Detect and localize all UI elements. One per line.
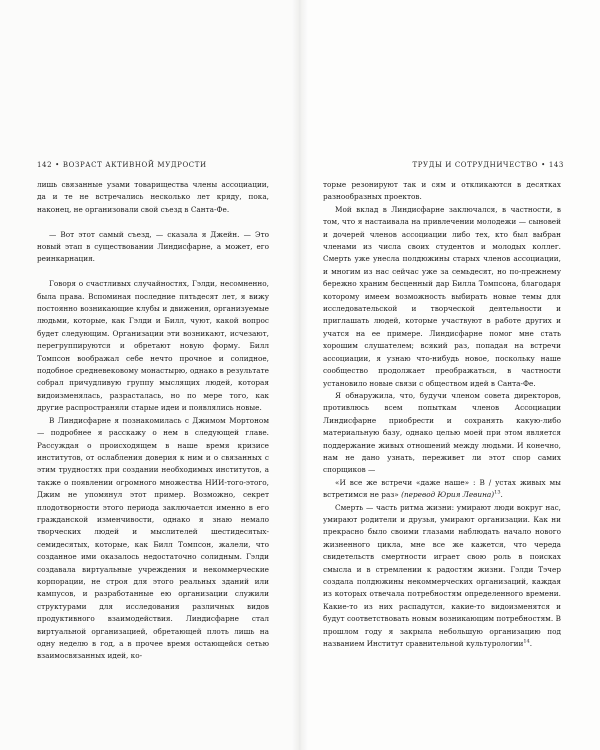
left-book-title: ВОЗРАСТ АКТИВНОЙ МУДРОСТИ <box>62 161 207 169</box>
paragraph: Говоря о счастливых случайностях, Гэлди, несомненно, была права. Вспоминая последние пятьдесят лет, я вижу постоянно возникающие клубы и движения, организуемые людьми, которые, как Гэлди и Билл, чуют, какой вопрос будет следующим. Организации эти возникают, исчезают, перегруппируются и обретают новую форму. Билл Томпсон воображал себе нечто прочное и солидное, подобное средневековому монастырю, однако в результате собрал причудливую группу мыслящих людей, которая видоизменялась, разрасталась, но по мере того, как другие распространяли старые идеи и появлялись новые. <box>37 279 269 413</box>
quote-text: «И все же встречи «даже наше» : В / устах живых мы встретимся не раз» <box>323 477 561 500</box>
paragraph: торые резонируют так и сям и откликаются в десятках разнообразных проектов. <box>323 180 561 202</box>
right-chapter-title: ТРУДЫ И СОТРУДНИЧЕСТВО <box>412 161 539 169</box>
right-running-head <box>412 161 564 169</box>
running-head-separator: • <box>541 161 546 169</box>
footnote-marker: 13 <box>494 489 501 496</box>
right-page-number: 143 <box>548 161 564 169</box>
left-running-head <box>37 161 207 169</box>
paragraph: В Линдисфарне я познакомилась с Джимом Мортоном — подробнее я расскажу о нем в следующей главе. Рассуждая о происходящем в наше время кризисе институтов, от ослабления доверия к ним и о связанных с этим трудностях при создании необходимых институтов, а также о появлении огромного множества НИИ-того-этого, Джим не упомянул этот пример. Возможно, секрет плодотворности этого периода заключается именно в его гражданской изменчивости, однако я знаю немало творческих людей и мыслителей шестидесятых-семидесятых, которые, как Билл Томпсон, жалели, что созданное ими оказалось недостаточно солидным. Гэлди создавала виртуальные учреждения и некоммерческие корпорации, не строя для этого реальных зданий или кампусов, и разработанные ею организации служили структурами для исследования различных видов продуктивного взаимодействия. Линдисфарне стал виртуальной организацией, обретающей плоть лишь на одну неделю в год, а в прочее время остающейся сетью взаимосвязанных идей, ко- <box>37 415 269 661</box>
left-body-text <box>37 179 269 663</box>
right-page <box>300 0 600 750</box>
running-head-separator: • <box>55 161 60 169</box>
paragraph: лишь связанные узами товарищества члены ассоциации, да и те не встречались несколько лет кряду, пока, наконец, не организовали свой съезд в Санта-Фе. <box>37 180 269 214</box>
paragraph: Смерть — часть ритма жизни: умирают люди вокруг нас, умирают родители и друзья, умирают организации. Как ни прекрасно было своими глазами наблюдать начало нового жизненного цикла, мне все же кажется, что череда свидетельств смертности играет свою роль в поисках смысла и в стремлении к радостям жизни. Гэлди Тэчер создала полдюжины некоммерческих организаций, каждая из которых отвечала потребностям определенного времени. Какие-то из них распадутся, какие-то видоизменятся и будут соответствовать новым возникающим потребностям. В прошлом году я закрыла небольшую организацию под названием Институт сравнительной культурологии$^{14}$. <box>323 502 561 649</box>
dialogue-paragraph: — Вот этот самый съезд, — сказала я Джейн. — Это новый этап в существовании Линдисфарне, а может, его реинкарнация. <box>37 229 269 264</box>
footnote-marker: 14 <box>523 638 530 645</box>
paragraph: Мой вклад в Линдисфарне заключался, в частности, в том, что я настаивала на привлечении молодежи — сыновей и дочерей членов ассоциации либо тех, кто был выбран членами из числа своих студентов и молодых коллег. Смерть уже унесла полдюжины старых членов ассоциации, и многим из нас сейчас уже за семьдесят, но по-прежнему бережно храним бесценный дар Билла Томпсона, благодаря которому имеем возможность выбирать новые темы для исследовательской и творческой деятельности и приглашать людей, которые участвуют в работе других и учатся на ее примере. Линдисфарне помог мне стать хорошим слушателем; всякий раз, попадая на встречи ассоциации, я узнаю что-нибудь новое, поскольку наше сообщество продолжает преображаться, в частности установило новые связи с обществом идей в Санта-Фе. <box>323 204 561 388</box>
poem-quote: «И все же встречи «даже наше» : В / устах живых мы встретимся не раз» (перевод Юрия Левина)$^{13}$. <box>323 477 561 500</box>
right-body-text <box>323 179 561 650</box>
paragraph-text: Смерть — часть ритма жизни: умирают люди вокруг нас, умирают родители и друзья, умирают организации. Как ни прекрасно было своими глазами наблюдать начало нового жизненного цикла, мне все же кажется, что череда свидетельств смертности играет свою роль в поисках смысла и в стремлении к радостям жизни. Гэлди Тэчер создала полдюжины некоммерческих организаций, каждая из которых отвечала потребностям определенного времени. Какие-то из них распадутся, какие-то видоизменятся и будут соответствовать новым возникающим потребностям. В прошлом году я закрыла небольшую организацию под названием Институт сравнительной культурологии <box>323 502 561 649</box>
left-page-number: 142 <box>37 161 53 169</box>
paragraph: Я обнаружила, что, будучи членом совета директоров, противлюсь всем попыткам членов Ассоциации Линдисфарне приобрести и сохранять какую-либо материальную базу, однако целью моей при этом является поддержание живых отношений между людьми. И конечно, нам не дано узнать, переживет ли этот спор самих спорщиков — <box>323 390 561 475</box>
translator-note: (перевод Юрия Левина) <box>401 490 495 500</box>
